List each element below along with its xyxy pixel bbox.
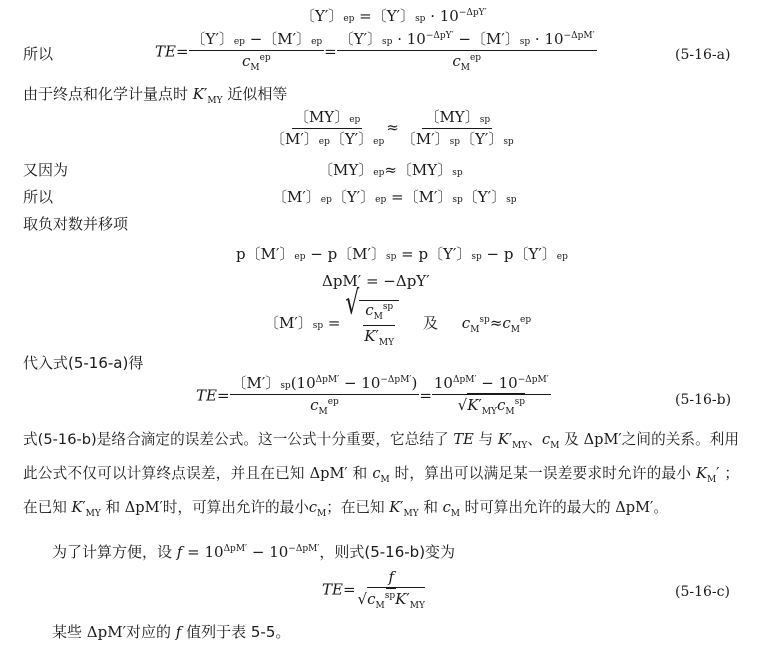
equation-delta-pm: ΔpM′ = −ΔpY′ xyxy=(322,272,430,290)
equation-p-relation: p〔M′〕ep − p〔M′〕sp = p〔Y′〕sp − p〔Y′〕ep xyxy=(236,245,568,263)
last-line: 某些 ΔpM′对应的 f 值列于表 5-5。 xyxy=(52,623,291,641)
label-take-log: 取负对数并移项 xyxy=(23,215,129,233)
convenience-text-b: ，则式(5-16-b)变为 xyxy=(319,543,456,561)
equation-product-equal: 〔M′〕ep〔Y′〕ep =〔M′〕sp〔Y′〕sp xyxy=(272,188,517,206)
para-text-g: 时，算出可以满足某一误差要求时允许的最小 xyxy=(394,464,692,482)
label-ji-1: 及 xyxy=(422,314,438,332)
para-text-a: 式(5-16-b)是络合滴定的误差公式。这一公式十分重要，它总结了 xyxy=(23,431,449,448)
para-text-k: ；在已知 xyxy=(326,498,385,516)
convenience-line: 为了计算方便，设 $f = 10^{\Delta pM'} - 10^{-\Delta pM'}$，则式(5-16-b)变为 xyxy=(52,543,456,561)
intro-line: 由于终点和化学计量点时 $K'_{MY}$ 近似相等 xyxy=(23,85,288,106)
equation-my-ratio: $\frac{〔MY〕ep}{〔M'〕ep〔Y'〕ep}$ ≈ $\frac{〔MY〕sp}{〔M'〕sp〔Y'〕sp}$ xyxy=(270,108,514,148)
last-text-a: 某些 xyxy=(52,623,83,641)
last-text-b: 对应的 xyxy=(125,623,171,641)
para-text-h: ；在已知 xyxy=(23,464,739,516)
equation-number-a: (5-16-a) xyxy=(675,47,731,63)
label-youyinwei: 又因为 xyxy=(23,161,69,179)
para-text-m: 时可算出允许的最大的 xyxy=(464,498,611,516)
para-text-j: 时，可算出允许的最小 xyxy=(162,498,309,516)
intro-text: 由于终点和化学计量点时 xyxy=(23,85,189,103)
convenience-text-a: 为了计算方便，设 xyxy=(52,543,173,561)
equation-5-16-c: TE= $\frac{f}{√c_M^{sp}K'_{MY}}$ xyxy=(322,568,425,611)
intro-tail: 近似相等 xyxy=(227,85,288,103)
para-text-c: 、 xyxy=(527,431,543,448)
equation-5-16-a: TE= $\frac{〔Y'〕ep -〔M'〕ep}{c_M^{ep}}$ = $\frac{〔Y'〕sp \cdot 10^{-\Delta pY'} -〔M'〕sp \cdot 10^{-\Delta pM'}}{c_M^{ep}}$ xyxy=(155,30,595,73)
para-text-i: 和 xyxy=(105,498,121,516)
label-suoyi-1: 所以 xyxy=(23,45,54,63)
para-text-n: 。 xyxy=(653,498,668,516)
last-text-c: 值列于表 5-5。 xyxy=(186,623,291,641)
para-text-b: 与 xyxy=(478,431,494,448)
para-text-e: 之间的关系。利用此公式不仅可以计算终点误差，并且在已知 xyxy=(23,431,740,482)
para-text-d: 及 xyxy=(564,431,579,448)
equation-m-sp: 〔M′〕sp = √ $\frac{c_M^{sp}}{K'_{MY}}$ 及 $c_M^{sp}\approx c_M^{ep}$ xyxy=(264,285,532,348)
para-text-l: 和 xyxy=(423,498,438,516)
explanation-paragraph: 式(5-16-b)是络合滴定的误差公式。这一公式十分重要，它总结了 TE 与 $K'_{MY}$、$c_M$ 及 ΔpM′之间的关系。利用此公式不仅可以计算终点误差，并且在已知 ΔpM′ 和 $c_M$ 时，算出可以满足某一误差要求时允许的最小 $K_M'$ ；在已知 $K'_{MY}$ 和 ΔpM′时，可算出允许的最小$c_M$；在已知 $K'_{MY}$ 和 $c_M$ 时可算出允许的最大的 ΔpM′。 xyxy=(23,431,740,519)
equation-y-relation: 〔Y′〕ep =〔Y′〕sp · $10^{-\Delta pY'}$ xyxy=(300,7,487,25)
equation-my-approx: 〔MY〕ep≈〔MY〕sp xyxy=(318,161,463,179)
equation-number-c: (5-16-c) xyxy=(675,584,730,600)
equation-number-b: (5-16-b) xyxy=(675,392,732,408)
label-suoyi-2: 所以 xyxy=(23,188,54,206)
equation-5-16-b: TE= $\frac{〔M'〕sp(10^{\Delta pM'} - 10^{-\Delta pM'})}{c_M^{ep}}$ = $\frac{10^{\Delta pM'} - 10^{-\Delta pM'}}{√K'_{MY}c_M^{sp}}$ xyxy=(196,374,549,417)
label-substitute: 代入式(5-16-a)得 xyxy=(23,354,144,372)
para-text-f: 和 xyxy=(352,464,368,482)
